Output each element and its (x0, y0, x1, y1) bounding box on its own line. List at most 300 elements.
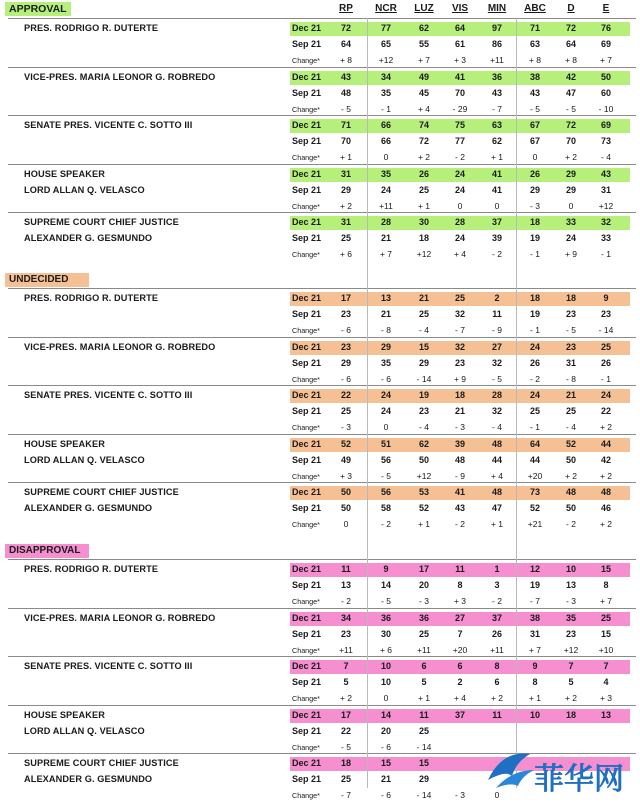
cell-chg-luz: - 4 (419, 325, 429, 335)
official-name: ALEXANDER G. GESMUNDO (24, 503, 153, 513)
cell-chg-abc: + 1 (528, 693, 542, 703)
cell-sep-min: 32 (491, 357, 502, 368)
cell-chg-e: + 2 (599, 470, 613, 481)
cell-dec-e: 48 (600, 487, 611, 497)
cell-sep-rp: 64 (340, 39, 351, 49)
cell-sep-vis: 23 (454, 357, 465, 368)
cell-sep-rp: 70 (340, 136, 351, 146)
cell-dec-min: 48 (491, 438, 502, 449)
cell-sep-e: 22 (600, 406, 611, 416)
cell-sep-min: 47 (491, 503, 502, 513)
cell-chg-ncr: - 1 (381, 103, 391, 114)
cell-sep-abc: 67 (529, 136, 540, 146)
cell-chg-e: + 2 (599, 519, 613, 529)
cell-chg-rp: - 5 (341, 103, 351, 114)
row-label-chg: Change* (292, 520, 320, 529)
cell-sep-luz: 25 (418, 628, 429, 639)
cell-chg-rp: - 6 (341, 325, 351, 335)
cell-dec-d: 29 (565, 168, 576, 179)
cell-dec-vis: 18 (454, 390, 465, 400)
cell-dec-e: 15 (600, 564, 611, 574)
cell-chg-e: +12 (598, 200, 614, 211)
cell-dec-d: 7 (568, 661, 574, 671)
cell-sep-e: 73 (600, 136, 611, 146)
cell-chg-rp: 0 (343, 519, 349, 529)
cell-dec-min: 41 (491, 168, 502, 179)
cell-sep-e: 46 (600, 503, 611, 513)
cell-sep-rp: 25 (340, 233, 351, 243)
cell-sep-luz: 72 (418, 136, 429, 146)
official-name: HOUSE SPEAKER (24, 168, 105, 179)
cell-dec-d: 52 (565, 438, 576, 449)
official-block (0, 212, 640, 261)
column-header-d: D (567, 3, 575, 14)
column-header-rp: RP (339, 3, 353, 14)
cell-dec-abc: 64 (529, 438, 540, 449)
cell-dec-rp: 72 (340, 23, 351, 33)
cell-chg-luz: - 14 (416, 741, 432, 752)
cell-chg-rp: + 2 (339, 693, 353, 703)
cell-dec-abc: 24 (529, 390, 540, 400)
cell-chg-min: - 9 (492, 325, 502, 335)
column-group-divider (516, 18, 517, 788)
row-label-dec: Dec 21 (292, 120, 322, 130)
cell-sep-min: 32 (491, 406, 502, 416)
cell-sep-d: 64 (565, 39, 576, 49)
cell-sep-e: 31 (600, 184, 611, 195)
cell-chg-d: + 2 (564, 693, 578, 703)
cell-chg-ncr: 0 (383, 422, 389, 432)
cell-dec-min: 63 (491, 120, 502, 130)
cell-dec-abc: 18 (529, 293, 540, 303)
cell-sep-d: 13 (565, 580, 576, 590)
cell-sep-min: 86 (491, 39, 502, 49)
cell-chg-luz: + 7 (417, 55, 431, 65)
cell-sep-rp: 49 (340, 454, 351, 465)
row-label-chg: Change* (292, 374, 320, 384)
cell-sep-rp: 23 (340, 628, 351, 639)
cell-chg-ncr: 0 (383, 693, 389, 703)
cell-dec-vis: 11 (455, 564, 465, 574)
official-block (0, 608, 640, 657)
cell-chg-vis: 0 (457, 200, 463, 211)
cell-dec-e: 25 (600, 341, 611, 352)
cell-sep-rp: 48 (340, 87, 351, 98)
cell-chg-ncr: - 6 (381, 790, 391, 800)
cell-sep-luz: 25 (418, 309, 429, 319)
official-name: SENATE PRES. VICENTE C. SOTTO III (24, 120, 193, 130)
cell-dec-e: 25 (600, 612, 611, 623)
cell-sep-ncr: 56 (380, 454, 391, 465)
cell-sep-min: 62 (491, 136, 502, 146)
cell-sep-ncr: 24 (380, 184, 391, 195)
cell-chg-min: +11 (490, 644, 504, 655)
cell-sep-d: 23 (565, 309, 576, 319)
cell-chg-e: - 14 (598, 325, 614, 335)
cell-sep-min: 3 (494, 580, 500, 590)
cell-sep-abc: 43 (529, 87, 540, 98)
cell-chg-luz: - 3 (419, 596, 429, 606)
cell-dec-e: 44 (600, 438, 611, 449)
official-name: SUPREME COURT CHIEF JUSTICE (24, 217, 179, 227)
cell-dec-luz: 19 (418, 390, 429, 400)
cell-dec-rp: 17 (340, 293, 351, 303)
cell-dec-rp: 7 (343, 661, 349, 671)
official-block (0, 559, 640, 608)
cell-dec-ncr: 36 (380, 612, 391, 623)
cell-dec-d: 23 (565, 341, 576, 352)
cell-dec-luz: 11 (419, 709, 429, 720)
cell-sep-ncr: 21 (380, 309, 391, 319)
cell-sep-ncr: 24 (380, 406, 391, 416)
cell-dec-d: 18 (565, 709, 576, 720)
cell-chg-abc: - 1 (530, 325, 540, 335)
row-label-chg: Change* (292, 104, 320, 114)
cell-chg-min: - 7 (492, 103, 502, 114)
cell-dec-d: 72 (565, 23, 576, 33)
cell-chg-vis: + 4 (453, 249, 467, 259)
cell-chg-vis: + 3 (453, 596, 467, 606)
row-label-sep: Sep 21 (292, 309, 322, 319)
cell-sep-ncr: 14 (380, 580, 391, 590)
cell-dec-luz: 74 (418, 120, 429, 130)
official-name: PRES. RODRIGO R. DUTERTE (24, 564, 159, 574)
official-block (0, 337, 640, 386)
cell-chg-d: +12 (563, 644, 579, 655)
cell-dec-rp: 31 (340, 217, 351, 227)
row-label-sep: Sep 21 (292, 774, 322, 784)
cell-sep-vis: 32 (454, 309, 465, 319)
cell-dec-rp: 18 (340, 758, 351, 768)
cell-sep-min: 43 (491, 87, 502, 98)
cell-dec-d: 72 (565, 120, 576, 130)
disapproval-section-label: DISAPPROVAL (5, 544, 89, 558)
cell-dec-ncr: 24 (380, 390, 391, 400)
cell-dec-ncr: 77 (380, 23, 391, 33)
row-label-dec: Dec 21 (292, 438, 322, 449)
cell-chg-abc: + 7 (528, 644, 542, 655)
cell-sep-abc: 25 (529, 406, 540, 416)
cell-dec-abc: 38 (529, 71, 540, 82)
cell-chg-vis: - 29 (452, 103, 468, 114)
cell-dec-ncr: 29 (380, 341, 391, 352)
cell-sep-abc: 19 (529, 580, 540, 590)
row-label-sep: Sep 21 (292, 87, 322, 98)
cell-sep-luz: 23 (418, 406, 429, 416)
cell-dec-abc: 18 (529, 217, 540, 227)
cell-dec-vis: 25 (454, 293, 465, 303)
cell-chg-d: - 3 (566, 596, 576, 606)
official-name: HOUSE SPEAKER (24, 438, 105, 449)
watermark (482, 740, 632, 800)
cell-sep-luz: 29 (418, 357, 429, 368)
cell-dec-e: 7 (603, 661, 609, 671)
row-label-sep: Sep 21 (292, 677, 322, 687)
row-label-chg: Change* (292, 645, 320, 655)
cell-dec-rp: 23 (340, 341, 351, 352)
official-name: PRES. RODRIGO R. DUTERTE (24, 23, 159, 33)
cell-chg-d: + 8 (564, 55, 578, 65)
cell-dec-d: 18 (565, 293, 576, 303)
cell-chg-luz: +11 (417, 644, 431, 655)
row-label-sep: Sep 21 (292, 39, 322, 49)
cell-dec-e: 24 (600, 390, 611, 400)
row-label-dec: Dec 21 (292, 341, 322, 352)
column-header-e: E (602, 3, 610, 14)
row-label-chg: Change* (292, 791, 320, 800)
cell-sep-luz: 29 (418, 774, 429, 784)
cell-dec-luz: 30 (418, 217, 429, 227)
row-label-chg: Change* (292, 694, 320, 703)
row-label-chg: Change* (292, 56, 320, 65)
official-name: PRES. RODRIGO R. DUTERTE (24, 293, 159, 303)
cell-chg-e: - 1 (601, 373, 611, 384)
cell-sep-d: 24 (565, 233, 576, 243)
cell-chg-min: +11 (490, 55, 504, 65)
row-label-dec: Dec 21 (292, 390, 322, 400)
row-label-dec: Dec 21 (292, 612, 322, 623)
cell-chg-rp: - 7 (341, 790, 351, 800)
cell-dec-abc: 24 (529, 341, 540, 352)
cell-sep-abc: 63 (529, 39, 540, 49)
cell-chg-d: + 9 (564, 249, 578, 259)
cell-dec-d: 42 (565, 71, 576, 82)
cell-dec-luz: 36 (418, 612, 429, 623)
cell-chg-abc: - 1 (530, 422, 540, 432)
cell-chg-min: - 2 (492, 249, 502, 259)
block-divider (8, 164, 636, 165)
cell-dec-luz: 49 (418, 71, 429, 82)
cell-dec-rp: 17 (340, 709, 351, 720)
cell-sep-ncr: 65 (380, 39, 391, 49)
cell-dec-luz: 62 (418, 23, 429, 33)
cell-sep-rp: 5 (343, 677, 349, 687)
column-header-vis: VIS (451, 3, 469, 14)
cell-sep-ncr: 10 (380, 677, 391, 687)
row-label-sep: Sep 21 (292, 725, 322, 736)
cell-dec-vis: 6 (457, 661, 463, 671)
block-divider (8, 705, 636, 706)
cell-dec-vis: 28 (454, 217, 465, 227)
cell-sep-e: 23 (600, 309, 611, 319)
cell-sep-rp: 25 (340, 406, 351, 416)
block-divider (8, 385, 636, 386)
cell-dec-d: 21 (565, 390, 576, 400)
cell-chg-ncr: + 7 (379, 249, 393, 259)
cell-sep-ncr: 66 (380, 136, 391, 146)
row-label-sep: Sep 21 (292, 357, 322, 368)
cell-chg-min: - 5 (492, 373, 502, 384)
cell-sep-rp: 25 (340, 774, 351, 784)
cell-dec-luz: 21 (418, 293, 429, 303)
cell-dec-ncr: 51 (380, 438, 391, 449)
row-label-dec: Dec 21 (292, 758, 322, 768)
cell-dec-min: 37 (491, 217, 502, 227)
cell-dec-ncr: 35 (380, 168, 391, 179)
cell-dec-ncr: 28 (380, 217, 391, 227)
column-header-min: MIN (487, 3, 507, 14)
cell-chg-luz: + 1 (417, 200, 431, 211)
cell-dec-luz: 17 (418, 564, 429, 574)
official-block (0, 482, 640, 531)
row-label-dec: Dec 21 (292, 71, 322, 82)
row-label-dec: Dec 21 (292, 487, 322, 497)
cell-sep-abc: 44 (529, 454, 540, 465)
column-header-abc: ABC (524, 3, 546, 14)
block-divider (8, 288, 636, 289)
cell-chg-abc: - 1 (530, 249, 540, 259)
row-label-chg: Change* (292, 471, 320, 481)
cell-dec-e: 9 (603, 293, 609, 303)
official-block (0, 434, 640, 483)
cell-chg-e: - 1 (601, 249, 611, 259)
row-label-chg: Change* (292, 250, 320, 259)
cell-chg-ncr: +11 (379, 200, 393, 211)
cell-sep-d: 5 (568, 677, 574, 687)
row-label-dec: Dec 21 (292, 293, 322, 303)
cell-chg-vis: - 9 (455, 470, 465, 481)
cell-dec-min: 2 (494, 293, 500, 303)
cell-chg-min: 0 (494, 200, 500, 211)
cell-chg-e: +10 (598, 644, 614, 655)
cell-dec-vis: 41 (454, 71, 465, 82)
official-name: LORD ALLAN Q. VELASCO (24, 454, 145, 465)
official-block (0, 385, 640, 434)
cell-sep-ncr: 20 (380, 725, 391, 736)
official-block (0, 67, 640, 116)
cell-chg-luz: - 4 (419, 422, 429, 432)
cell-sep-vis: 21 (454, 406, 465, 416)
cell-sep-min: 41 (491, 184, 502, 195)
block-divider (8, 115, 636, 116)
cell-sep-vis: 77 (454, 136, 465, 146)
cell-chg-min: + 1 (490, 152, 504, 162)
cell-chg-d: - 5 (566, 325, 576, 335)
cell-chg-vis: + 4 (453, 693, 467, 703)
cell-dec-min: 37 (491, 612, 502, 623)
cell-sep-luz: 20 (418, 580, 429, 590)
cell-chg-rp: + 6 (339, 249, 353, 259)
row-label-dec: Dec 21 (292, 23, 322, 33)
block-divider (8, 212, 636, 213)
cell-dec-vis: 75 (454, 120, 465, 130)
row-label-dec: Dec 21 (292, 661, 322, 671)
cell-chg-rp: + 2 (339, 200, 353, 211)
cell-sep-e: 69 (600, 39, 611, 49)
cell-chg-rp: - 2 (341, 596, 351, 606)
official-block (0, 656, 640, 705)
cell-dec-abc: 12 (529, 564, 540, 574)
cell-sep-luz: 52 (418, 503, 429, 513)
cell-dec-min: 97 (491, 23, 502, 33)
cell-dec-abc: 9 (532, 661, 538, 671)
cell-chg-d: - 4 (566, 422, 576, 432)
cell-dec-abc: 38 (529, 612, 540, 623)
cell-chg-ncr: - 2 (381, 519, 391, 529)
cell-dec-vis: 32 (454, 341, 465, 352)
cell-sep-abc: 26 (529, 357, 540, 368)
cell-chg-ncr: - 5 (381, 596, 391, 606)
cell-dec-ncr: 10 (380, 661, 391, 671)
cell-dec-rp: 50 (340, 487, 351, 497)
cell-dec-ncr: 9 (383, 564, 389, 574)
cell-chg-ncr: - 5 (381, 470, 391, 481)
cell-chg-d: + 2 (564, 152, 578, 162)
official-block (0, 164, 640, 213)
cell-chg-ncr: +12 (378, 55, 394, 65)
cell-chg-e: - 10 (598, 103, 614, 114)
cell-chg-e: - 4 (601, 152, 611, 162)
cell-sep-e: 8 (603, 580, 609, 590)
column-header-luz: LUZ (414, 3, 434, 14)
cell-dec-rp: 22 (340, 390, 351, 400)
cell-chg-rp: + 8 (339, 55, 353, 65)
cell-sep-vis: 61 (454, 39, 465, 49)
column-group-divider (367, 18, 368, 788)
cell-dec-luz: 15 (418, 341, 429, 352)
cell-dec-ncr: 15 (380, 758, 391, 768)
cell-sep-d: 25 (565, 406, 576, 416)
cell-chg-vis: - 3 (455, 790, 465, 800)
cell-dec-rp: 31 (340, 168, 351, 179)
cell-dec-vis: 39 (454, 438, 465, 449)
cell-chg-min: - 4 (492, 422, 502, 432)
cell-chg-vis: - 2 (455, 152, 465, 162)
cell-dec-min: 48 (491, 487, 502, 497)
cell-chg-abc: +21 (527, 519, 543, 529)
official-name: SUPREME COURT CHIEF JUSTICE (24, 487, 179, 497)
block-divider (8, 18, 636, 19)
cell-sep-abc: 19 (529, 233, 540, 243)
cell-sep-vis: 24 (454, 233, 465, 243)
official-name: VICE-PRES. MARIA LEONOR G. ROBREDO (24, 612, 216, 623)
official-name: VICE-PRES. MARIA LEONOR G. ROBREDO (24, 71, 216, 82)
cell-sep-rp: 22 (340, 725, 351, 736)
cell-sep-min: 26 (491, 628, 502, 639)
row-label-chg: Change* (292, 597, 320, 606)
block-divider (8, 482, 636, 483)
cell-chg-abc: +20 (527, 470, 543, 481)
cell-sep-luz: 55 (418, 39, 429, 49)
cell-chg-vis: - 2 (455, 519, 465, 529)
cell-dec-abc: 71 (529, 23, 540, 33)
cell-dec-e: 43 (600, 168, 611, 179)
cell-sep-ncr: 21 (380, 233, 391, 243)
cell-dec-d: 35 (565, 612, 576, 623)
cell-chg-rp: - 3 (341, 422, 351, 432)
cell-chg-luz: + 1 (417, 693, 431, 703)
cell-dec-vis: 64 (454, 23, 465, 33)
cell-dec-min: 36 (491, 71, 502, 82)
cell-sep-luz: 5 (421, 677, 427, 687)
cell-dec-abc: 26 (529, 168, 540, 179)
row-label-sep: Sep 21 (292, 233, 322, 243)
cell-chg-luz: +12 (416, 470, 432, 481)
cell-dec-rp: 52 (340, 438, 351, 449)
row-label-chg: Change* (292, 326, 320, 335)
cell-sep-ncr: 58 (380, 503, 391, 513)
cell-sep-d: 47 (565, 87, 576, 98)
row-label-chg: Change* (292, 201, 320, 211)
row-label-sep: Sep 21 (292, 454, 322, 465)
cell-chg-abc: 0 (532, 152, 538, 162)
cell-dec-ncr: 13 (380, 293, 391, 303)
cell-dec-min: 28 (491, 390, 502, 400)
cell-chg-luz: + 4 (417, 103, 431, 114)
cell-chg-vis: + 3 (453, 55, 467, 65)
cell-sep-abc: 52 (529, 503, 540, 513)
cell-chg-d: + 2 (564, 470, 578, 481)
